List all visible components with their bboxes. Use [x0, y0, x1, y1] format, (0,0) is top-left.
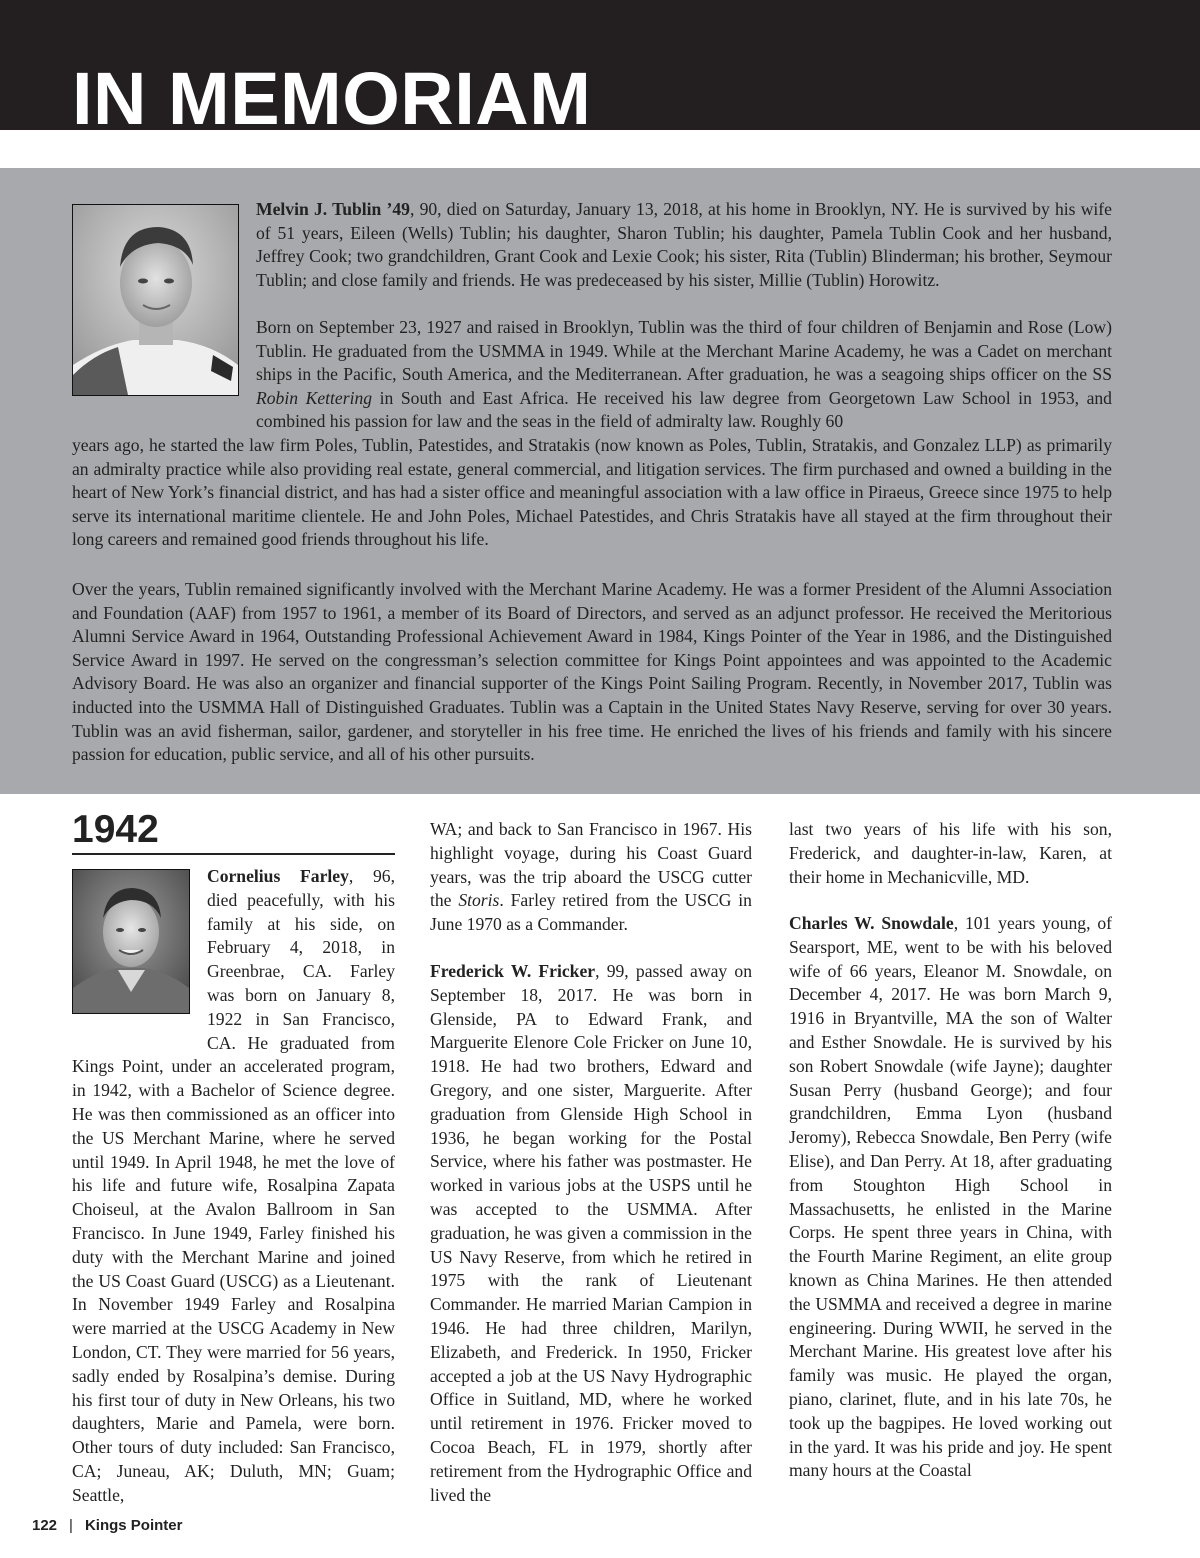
- fricker-obituary: [430, 960, 752, 1507]
- fricker-obituary-continued: last two years of his life with his son, Frederick, and daughter-in-law, Karen, at their home in Mechanicville, MD.: [789, 819, 1112, 887]
- page-title: IN MEMORIAM: [72, 62, 592, 130]
- snowdale-obituary: [789, 912, 1112, 1483]
- photo-float-spacer: [72, 865, 207, 1035]
- class-year-heading: 1942: [72, 808, 159, 851]
- tublin-paragraph-2-text-a: Born on September 23, 1927 and raised in Brooklyn, Tublin was the third of four children of Benjamin and Rose (Low) Tublin. He graduated from the USMMA in 1949. While at the Merchant Marine Academy, he was a Cadet on merchant ships in the Pacific, South America, and the Mediterranean. After graduation, he was a seagoing ships officer on the SS: [256, 317, 1112, 385]
- ship-name-robin-kettering: Robin Kettering: [256, 387, 373, 408]
- fricker-name: Frederick W. Fricker: [430, 961, 596, 981]
- tublin-paragraph-2-wrapped: [256, 316, 1112, 434]
- tublin-paragraph-2-full: years ago, he started the law firm Poles, Tublin, Patestides, and Stratakis (now known as Poles, Tublin, Stratakis, and Gonzalez LLP) as primarily an admiralty practice while also providing real estate, general commercial, and litigation services. The firm purchased and owned a building in the heart of New York’s financial district, and has had a sister office and meaningful association with a law office in Piraeus, Greece since 1975 to help serve its international maritime clientele. He and John Poles, Michael Patestides, and Chris Stratakis have all stayed at the firm throughout their long careers and remained good friends throughout his life.: [72, 435, 1112, 550]
- publication-name: Kings Pointer: [84, 1517, 183, 1534]
- fricker-text: , 99, passed away on September 18, 2017. He was born in Glenside, PA to Edward Frank, and Marguerite Elenore Cole Fricker on June 10, 1918. He had two brothers, Edward and Gregory, and one sister, Marguerite. After graduation from Glenside High School in 1936, he began working for the Postal Service, where his father was postmaster. He worked in various jobs at the USPS until he was accepted to the USMMA. After graduation, he was given a commission in the US Navy Reserve, from which he retired in 1975 with the rank of Lieutenant Commander. He married Marian Campion in 1946. He had three children, Marilyn, Elizabeth, and Frederick. In 1950, Fricker accepted a job at the US Navy Hydrographic Office in Suitland, MD, where he worked until retirement in 1976. Fricker moved to Cocoa Beach, FL in 1979, shortly after retirement from the Hydrographic Office and lived the: [430, 961, 752, 1505]
- snowdale-name: Charles W. Snowdale: [789, 913, 954, 933]
- masthead-bar: [0, 0, 1200, 130]
- page-footer: [32, 1516, 182, 1536]
- farley-text: , 96, died peacefully, with his family at his side, on February 4, 2018, in Greenbrae, CA. Farley was born on January 8, 1922 in San Francisco, CA. He graduated from Kings Point, under an accelerated program, in 1942, with a Bachelor of Science degree. He was then commissioned as an officer into the US Merchant Marine, where he served until 1949. In April 1948, he met the love of his life and future wife, Rosalpina Zapata Choiseul, at the Avalon Ballroom in San Francisco. In June 1949, Farley finished his duty with the Merchant Marine and joined the US Coast Guard (USCG) as a Lieutenant. In November 1949 Farley and Rosalpina were married at the USCG Academy in New London, CT. They were married for 56 years, sadly ended by Rosalpina’s demise. During his first tour of duty in New Orleans, his two daughters, Marie and Pamela, were born. Other tours of duty included: San Francisco, CA; Juneau, AK; Duluth, MN; Guam; Seattle,: [72, 866, 395, 1505]
- farley-continued-text-b: . Farley retired from the USCG in June 1970 as a Commander.: [430, 890, 752, 935]
- heading-rule: [72, 853, 395, 855]
- tublin-portrait-photo: [72, 204, 239, 396]
- tublin-paragraph-3: Over the years, Tublin remained significantly involved with the Merchant Marine Academy. He was a former President of the Alumni Association and Foundation (AAF) from 1957 to 1961, a member of its Board of Directors, and served as an adjunct professor. He received the Meritorious Alumni Service Award in 1964, Outstanding Professional Achievement Award in 1984, Kings Pointer of the Year in 1986, and the Distinguished Service Award in 1997. He served on the congressman’s selection committee for Kings Point appointees and was appointed to the Academic Advisory Board. He was also an organizer and financial supporter of the Kings Point Sailing Program. Recently, in November 2017, Tublin was inducted into the USMMA Hall of Distinguished Graduates. Tublin was a Captain in the United States Navy Reserve, serving for over 30 years. Tublin was an avid fisherman, sailor, gardener, and storyteller in his free time. He enriched the lives of his friends and family with his sincere passion for education, public service, and all of his other pursuits.: [72, 579, 1112, 765]
- farley-continued-text-a: WA; and back to San Francisco in 1967. His highlight voyage, during his Coast Guard years, was the trip aboard the USCG cutter the: [430, 819, 752, 911]
- footer-separator: |: [69, 1517, 73, 1534]
- farley-obituary: [72, 865, 395, 1508]
- farley-name: Cornelius Farley: [207, 866, 349, 886]
- tublin-name: Melvin J. Tublin ’49: [256, 199, 410, 219]
- featured-obituary: [0, 168, 1200, 794]
- tublin-paragraph-1-text: , 90, died on Saturday, January 13, 2018, at his home in Brooklyn, NY. He is survived by his wife of 51 years, Eileen (Wells) Tublin; his daughter, Sharon Tublin; his daughter, Pamela Tublin Cook and her husband, Jeffrey Cook; two grandchildren, Grant Cook and Lexie Cook; his sister, Rita (Tublin) Blinderman; his brother, Seymour Tublin; and close family and friends. He was predeceased by his sister, Millie (Tublin) Horowitz.: [256, 199, 1112, 290]
- tublin-paragraph-2-text-b: in South and East Africa. He received his law degree from Georgetown Law School in 1953, and combined his passion for law and the seas in the field of admiralty law. Roughly 60: [256, 387, 1112, 432]
- ship-name-storis: Storis: [458, 890, 500, 911]
- tublin-paragraph-1: [256, 198, 1112, 292]
- page-number: 122: [32, 1517, 58, 1534]
- snowdale-text: , 101 years young, of Searsport, ME, went to be with his beloved wife of 66 years, Eleanor M. Snowdale, on December 4, 2017. He was born March 9, 1916 in Bryantville, MA the son of Walter and Esther Snowdale. He is survived by his son Robert Snowdale (wife Jayne); daughter Susan Perry (husband George); and four grandchildren, Emma Lyon (husband Jeromy), Rebecca Snowdale, Ben Perry (wife Elise), and Dan Perry. At 18, after graduating from Stoughton High School in Massachusetts, he enlisted in the Marine Corps. He spent three years in China, with the Fourth Marine Regiment, an elite group known as China Marines. He then attended the USMMA and received a degree in marine engineering. During WWII, he served in the Merchant Marine. His greatest love after his family was music. He played the organ, piano, clarinet, flute, and in his late 70s, he took up the bagpipes. He loved working out in the yard. It was his pride and joy. He spent many hours at the Coastal: [789, 913, 1112, 1481]
- farley-obituary-continued: [430, 818, 752, 937]
